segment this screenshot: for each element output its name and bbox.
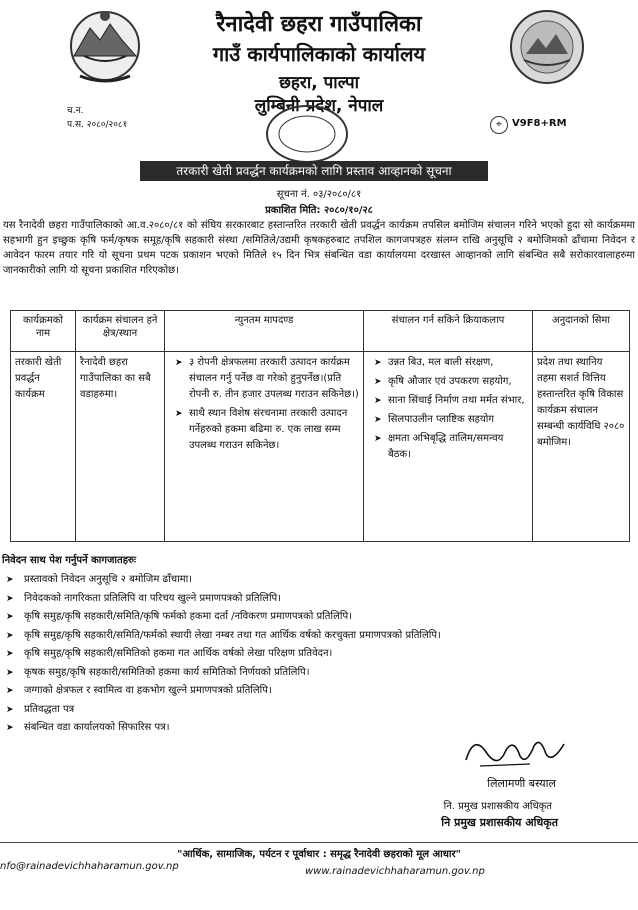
- notice-number: सूचना नं. ०३/२०८०/८१: [276, 189, 362, 200]
- signatory-title-stamp: नि प्रमुख प्रशासकीय अधिकृत: [441, 816, 558, 829]
- office-name: गाउँ कार्यपालिकाको कार्यालय: [212, 42, 426, 66]
- plus-code: V9F8+RM: [512, 118, 567, 129]
- notice-title-banner: तरकारी खेती प्रवर्द्धन कार्यक्रमको लागि प्रस्ताव आव्हानको सूचना: [140, 161, 488, 181]
- footer-email[interactable]: nfo@rainadevichhaharamun.gov.np: [0, 861, 179, 872]
- list-item: ➤ कृषक समुह/कृषि सहकारी/समितिको हकमा कार्य समितिको निर्णयको प्रतिलिपि।: [6, 664, 441, 683]
- list-item: ➤ जग्गाको क्षेत्रफल र स्वामित्व वा हकभोग खुल्ने प्रमाणपत्रको प्रतिलिपि।: [6, 682, 441, 701]
- activity-item: ➤ कृषि औजार एवं उपकरण सहयोग,: [374, 374, 528, 390]
- handwritten-signature: [460, 730, 570, 774]
- fiscal-year: प.स. २०८०/२०८१: [67, 120, 128, 130]
- notice-paragraph: यस रैनादेवी छहरा गाउँपालिकाको आ.व.२०८०/८१ को संघिय सरकारबाट हस्तान्तरित तरकारी खेती प्रवर्द्धन कार्यक्रम तपसिल बमोजिम संचालन गरिने भएको हुदा सो कार्यक्रममा सहभागी हुन इच्छुक कृषि फर्म/कृषक समूह/कृषि सहकारी संस्था /समितिले/उद्यमी कृषकहरुबाट तपशिल कागजपत्रहरु संलग्न राखि अनुसूचि २ बमोजिमको ढाँचामा निवेदन र आवेदन फारम तयार गरि यो सूचना प्रथम पटक प्रकाशन भएको मितिले १५ दिन भित्र संबन्धित वडा कार्यालयमा दरखास्त आव्हानको लागि संबन्धित सबै सरोकारवालाहरुमा जानकारीको लागि यो सूचना प्रकाशित गरिएकोछ।: [3, 220, 635, 276]
- list-item: ➤ प्रस्तावको निवेदन अनुसूचि २ बमोजिम ढाँचामा।: [6, 571, 441, 590]
- header-program-name: कार्यक्रमको नाम: [11, 311, 76, 352]
- activity-item: ➤ सिलपाउलीन प्लाष्टिक सहयोग: [374, 412, 528, 428]
- list-item: ➤ प्रतिवद्धता पत्र: [6, 701, 441, 720]
- municipality-name: रैनादेवी छहरा गाउँपालिका: [216, 12, 422, 37]
- header-activities: संचालन गर्न सकिने क्रियाकलाप: [364, 311, 533, 352]
- municipality-logo: [508, 8, 586, 86]
- list-item: ➤ निवेदकको नागरिकता प्रतिलिपि वा परिचय खुल्ने प्रमाणपत्रको प्रतिलिपि।: [6, 590, 441, 609]
- province-name: लुम्बिनी प्रदेश, नेपाल: [254, 96, 384, 116]
- activity-item: ➤ साना सिंचाई निर्माण तथा मर्मत संभार,: [374, 393, 528, 409]
- list-item: ➤ कृषि समुह/कृषि सहकारी/समिति/फर्मको स्थायी लेखा नम्बर तथा गत आर्थिक वर्षको करचुक्ता प्रमाणपत्रको प्रतिलिपि।: [6, 627, 441, 646]
- criteria-item: ➤ ३ रोपनी क्षेत्रफलमा तरकारी उत्पादन कार्यक्रम संचालन गर्नु पर्नेछ वा गरेको हुनुपर्नेछ।(प्रति रोपनी रु. तीन हजार उपलब्ध गराउन सकिनेछ।): [175, 355, 359, 403]
- official-stamp: [262, 98, 352, 162]
- footer-website[interactable]: www.rainadevichhaharamun.gov.np: [305, 866, 485, 877]
- signatory-name: लिलामणी बस्याल: [487, 777, 556, 790]
- footer-divider: [0, 842, 638, 843]
- office-location: छहरा, पाल्पा: [278, 73, 360, 93]
- location-pin-icon: ⌖: [490, 116, 508, 134]
- cell-grant-limit: प्रदेश तथा स्थानिय तहमा सशर्त वित्तिय हस्तान्तरित कृषि विकास कार्यक्रम संचालन सम्बन्धी कार्यविधि २०८० बमोजिम।: [533, 352, 630, 542]
- list-item: ➤ संबन्धित वडा कार्यालयको सिफारिस पत्र।: [6, 719, 441, 738]
- dispatch-number: च.न.: [67, 106, 84, 116]
- cell-criteria: [165, 352, 364, 542]
- cell-area: रैनादेवी छहरा गाउँपालिका का सबै वडाहरुमा।: [76, 352, 165, 542]
- table-row: [11, 352, 630, 542]
- documents-title: निवेदन साथ पेश गर्नुपर्ने कागजातहरुः: [2, 555, 137, 566]
- cell-program-name: तरकारी खेती प्रवर्द्धन कार्यक्रम: [11, 352, 76, 542]
- header-grant-limit: अनुदानको सिमा: [533, 311, 630, 352]
- activity-item: ➤ उन्नत बिउ, मल बाली संरक्षण,: [374, 355, 528, 371]
- header-area: कार्यक्रम संचालन हने क्षेत्र/स्थान: [76, 311, 165, 352]
- list-item: ➤ कृषि समुह/कृषि सहकारी/समिति/कृषि फर्मको हकमा दर्ता /नविकरण प्रमाणपत्रको प्रतिलिपि।: [6, 608, 441, 627]
- cell-activities: [364, 352, 533, 542]
- header-criteria: न्युनतम मापदण्ड: [165, 311, 364, 352]
- program-table: [10, 310, 630, 542]
- table-header-row: [11, 311, 630, 352]
- criteria-item: ➤ साथै स्थान विशेष संरचनामा तरकारी उत्पादन गर्नेहरुको हकमा बढिमा रु. एक लाख सम्म उपलब्ध गराउन सकिनेछ।: [175, 406, 359, 454]
- documents-list: [6, 571, 441, 738]
- published-date: प्रकाशित मिति: २०८०/१०/२८: [265, 205, 373, 216]
- activity-item: ➤ क्षमता अभिबृद्धि तालिम/समन्वय बैठक।: [374, 431, 528, 463]
- signatory-title: नि. प्रमुख प्रशासकीय अधिकृत: [443, 801, 552, 812]
- list-item: ➤ कृषि समुह/कृषि सहकारी/समितिको हकमा गत आर्थिक वर्षको लेखा परिक्षण प्रतिवेदन।: [6, 645, 441, 664]
- footer-slogan: "आर्थिक, सामाजिक, पर्यटन र पूर्वाधार : समृद्ध रैनादेवी छहराको मूल आधार": [177, 849, 461, 860]
